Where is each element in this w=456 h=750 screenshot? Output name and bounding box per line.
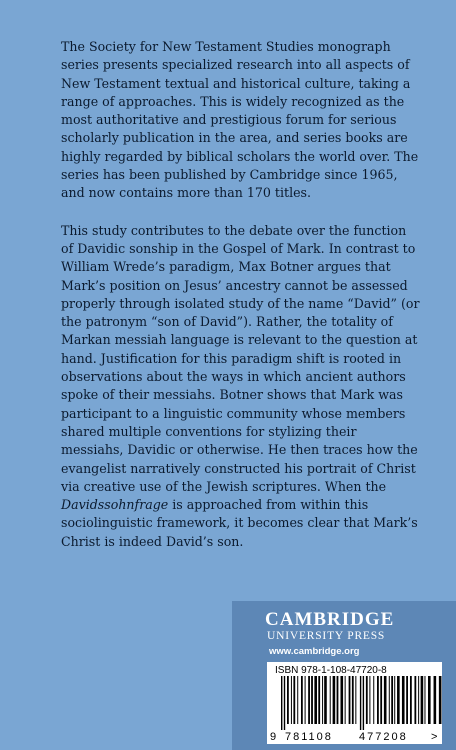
barcode-bar (360, 676, 361, 730)
barcode-end-mark: > (431, 731, 438, 743)
barcode-bar (391, 676, 393, 724)
barcode-bar (311, 676, 313, 724)
barcode-bar (410, 676, 412, 724)
barcode-bar (301, 676, 303, 724)
barcode-bars (281, 676, 442, 730)
barcode-bar (281, 676, 282, 730)
barcode-bar (434, 676, 437, 724)
back-cover-blurb (61, 38, 421, 570)
barcode-digits-left: 781108 (285, 731, 333, 743)
isbn-label: ISBN 978-1-108-47720-8 (275, 665, 387, 676)
book-description-italic-term: Davidssohnfrage (61, 497, 169, 513)
barcode-bar (330, 676, 331, 724)
book-description-text-1: This study contributes to the debate over the function of Davidic sonship in the Gospel of Mark. In contrast to William Wrede’s paradigm, Max Botner argues that Mark’s position on Jesus’ ancestry cannot be assessed properly through isolated study of the name “David” (or the patronym “son of David”). Rather, the totality of Markan messiah language is relevant to the question at hand. Justification for this paradigm shift is rooted in observations about the ways in which ancient authors spoke of their messiahs. Botner shows that Mark was participant to a linguistic community whose members shared multiple conventions for stylizing their messiahs, Davidic or otherwise. He then traces how the evangelist narratively constructed his portrait of Christ via creative use of the Jewish scriptures. When the (61, 222, 420, 494)
barcode-bar (293, 676, 295, 724)
barcode-bar (352, 676, 354, 724)
barcode-bar (318, 676, 320, 724)
barcode-bar (402, 676, 405, 724)
barcode-bar (291, 676, 292, 724)
barcode-bar (305, 676, 306, 724)
barcode-bar (421, 676, 424, 724)
barcode-bar (308, 676, 310, 724)
barcode-bar (373, 676, 374, 724)
barcode-bar (340, 676, 343, 724)
barcode-icon (267, 676, 442, 744)
barcode-bar (322, 676, 323, 724)
barcode-box (267, 662, 442, 744)
barcode-bar (345, 676, 346, 724)
barcode-bar (349, 676, 351, 724)
barcode-bar (424, 676, 425, 724)
publisher-press: UNIVERSITY PRESS (267, 630, 386, 642)
barcode-bar (377, 676, 379, 724)
barcode-bar (369, 676, 370, 724)
barcode-digit-first: 9 (270, 731, 277, 743)
publisher-name: CAMBRIDGE (265, 609, 395, 630)
barcode-bar (314, 676, 317, 724)
barcode-bar (324, 676, 327, 724)
barcode-digits-right: 477208 (359, 731, 408, 743)
barcode-bar (439, 676, 442, 724)
barcode-bar (414, 676, 416, 724)
barcode-bar (380, 676, 382, 724)
barcode-bar (389, 676, 390, 724)
barcode-bar (406, 676, 408, 724)
book-description-text-2: is approached from within this sociolinguistic framework, it becomes clear that Mark’s Christ is indeed David’s son. (61, 497, 418, 549)
barcode-bar (394, 676, 395, 724)
barcode-bar (297, 676, 298, 724)
barcode-bar (287, 676, 289, 724)
barcode-bar (366, 676, 368, 724)
barcode-bar (363, 676, 364, 730)
barcode-bar (384, 676, 387, 724)
series-description: The Society for New Testament Studies monograph series presents specialized research into all aspects of New Testament textual and historical culture, taking a range of approaches. This is widely recognized as the most authoritative and prestigious forum for serious scholarly publication in the area, and series books are highly regarded by biblical scholars the world over. The series has been published by Cambridge since 1965, and now contains more than 170 titles. (61, 39, 419, 201)
barcode-bar (355, 676, 356, 724)
barcode-bar (418, 676, 419, 724)
barcode-bar (397, 676, 400, 724)
publisher-panel (232, 601, 456, 750)
publisher-url: www.cambridge.org (269, 646, 360, 657)
barcode-bar (428, 676, 431, 724)
book-description (61, 222, 421, 551)
barcode-bar (337, 676, 339, 724)
barcode-bar (284, 676, 285, 730)
barcode-bar (333, 676, 336, 724)
